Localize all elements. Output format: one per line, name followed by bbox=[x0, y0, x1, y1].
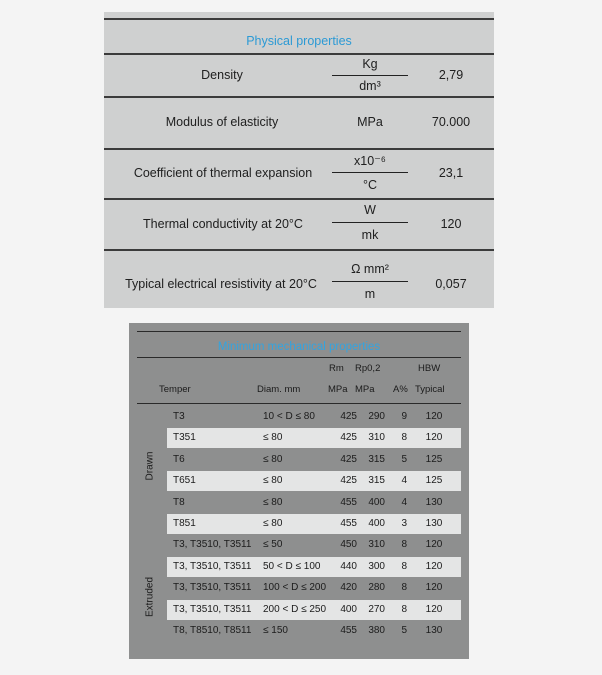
cell-hbw: 120 bbox=[425, 539, 443, 551]
group-label-drawn bbox=[143, 407, 157, 525]
unit-numerator: Ω mm² bbox=[351, 262, 389, 276]
cell-rm: 425 bbox=[340, 475, 357, 487]
property-row-thermal-conductivity bbox=[104, 200, 494, 248]
unit-numerator: x10⁻⁶ bbox=[354, 154, 386, 168]
property-value: 120 bbox=[440, 217, 462, 231]
cell-temper: T8 bbox=[173, 496, 185, 508]
cell-rp: 315 bbox=[368, 453, 385, 465]
unit-denominator: dm³ bbox=[359, 79, 381, 93]
cell-diam: ≤ 150 bbox=[263, 625, 288, 636]
cell-rm: 450 bbox=[340, 539, 357, 551]
fraction-bar bbox=[332, 75, 408, 76]
cell-temper: T3, T3510, T3511 bbox=[173, 603, 252, 615]
property-value: 2,79 bbox=[438, 68, 464, 82]
cell-rp: 400 bbox=[368, 496, 385, 508]
cell-a: 8 bbox=[401, 582, 407, 594]
cell-diam: ≤ 80 bbox=[263, 496, 283, 508]
cell-rp: 315 bbox=[368, 475, 385, 487]
mechanical-properties-title: Minimum mechanical properties bbox=[217, 341, 381, 353]
title-rule bbox=[137, 357, 461, 358]
cell-rm: 400 bbox=[340, 603, 357, 615]
cell-diam: ≤ 80 bbox=[263, 475, 283, 487]
cell-diam: 200 < D ≤ 250 bbox=[263, 603, 327, 615]
cell-diam: ≤ 50 bbox=[263, 539, 283, 551]
table-row bbox=[167, 471, 461, 491]
group-label-extruded-text: Extruded bbox=[144, 576, 156, 618]
cell-a: 4 bbox=[401, 496, 407, 508]
cell-diam: ≤ 80 bbox=[263, 453, 283, 465]
cell-rp: 380 bbox=[368, 625, 385, 636]
header-rm: Rm bbox=[329, 363, 344, 374]
table-row bbox=[167, 450, 461, 470]
cell-rp: 300 bbox=[368, 560, 385, 572]
cell-temper: T351 bbox=[173, 432, 196, 444]
fraction-bar bbox=[332, 222, 408, 223]
cell-a: 8 bbox=[401, 432, 407, 444]
cell-rm: 455 bbox=[340, 518, 357, 529]
table-row bbox=[167, 493, 461, 513]
property-value: 0,057 bbox=[435, 277, 467, 291]
cell-rm: 425 bbox=[340, 432, 357, 444]
table-row bbox=[167, 407, 461, 427]
table-row bbox=[167, 621, 461, 641]
cell-temper: T6 bbox=[173, 453, 185, 465]
table-row bbox=[167, 600, 461, 620]
top-rule bbox=[104, 18, 494, 20]
property-label: Thermal conductivity at 20°C bbox=[143, 217, 303, 231]
unit-numerator: Kg bbox=[362, 57, 378, 71]
cell-rp: 310 bbox=[368, 432, 385, 444]
physical-properties-title: Physical properties bbox=[246, 34, 352, 48]
header-elongation: A% bbox=[393, 384, 408, 395]
header-temper: Temper bbox=[159, 384, 191, 395]
cell-diam: ≤ 80 bbox=[263, 432, 283, 444]
fraction-bar bbox=[332, 281, 408, 282]
cell-rm: 455 bbox=[340, 625, 357, 636]
cell-diam: 10 < D ≤ 80 bbox=[263, 411, 315, 422]
cell-rp: 310 bbox=[368, 539, 385, 551]
group-label-drawn-text: Drawn bbox=[144, 451, 156, 481]
cell-rm: 455 bbox=[340, 496, 357, 508]
cell-rm: 440 bbox=[340, 560, 357, 572]
table-row bbox=[167, 557, 461, 577]
cell-a: 8 bbox=[401, 603, 407, 615]
cell-a: 5 bbox=[401, 625, 407, 636]
property-row-electrical-resistivity bbox=[104, 251, 494, 303]
cell-temper: T3 bbox=[173, 411, 185, 422]
group-label-extruded bbox=[143, 545, 157, 649]
cell-hbw: 120 bbox=[425, 603, 443, 615]
cell-rm: 425 bbox=[340, 453, 357, 465]
cell-temper: T3, T3510, T3511 bbox=[173, 539, 252, 551]
table-row bbox=[167, 514, 461, 534]
mechanical-properties-table bbox=[129, 323, 469, 659]
header-rule bbox=[137, 403, 461, 404]
cell-rm: 420 bbox=[340, 582, 357, 594]
fraction-bar bbox=[332, 172, 408, 173]
cell-a: 4 bbox=[401, 475, 407, 487]
cell-diam: 100 < D ≤ 200 bbox=[263, 582, 327, 594]
cell-a: 9 bbox=[401, 411, 407, 422]
header-rp02: Rp0,2 bbox=[355, 363, 381, 374]
cell-temper: T851 bbox=[173, 518, 196, 529]
cell-temper: T8, T8510, T8511 bbox=[173, 625, 252, 636]
header-rp-unit: MPa bbox=[355, 384, 375, 395]
property-label: Typical electrical resistivity at 20°C bbox=[125, 277, 317, 291]
cell-rm: 425 bbox=[340, 411, 357, 422]
cell-rp: 270 bbox=[368, 603, 385, 615]
table-row bbox=[167, 535, 461, 555]
property-label: Coefficient of thermal expansion bbox=[133, 166, 313, 180]
property-label: Modulus of elasticity bbox=[165, 115, 279, 129]
cell-hbw: 130 bbox=[425, 496, 443, 508]
cell-hbw: 125 bbox=[425, 475, 443, 487]
property-value: 23,1 bbox=[438, 166, 464, 180]
cell-a: 3 bbox=[401, 518, 407, 529]
cell-temper: T3, T3510, T3511 bbox=[173, 560, 252, 572]
cell-hbw: 120 bbox=[425, 582, 443, 594]
property-value: 70.000 bbox=[431, 115, 471, 129]
property-row-thermal-expansion bbox=[104, 150, 494, 198]
unit-denominator: °C bbox=[362, 178, 378, 192]
cell-hbw: 125 bbox=[425, 453, 443, 465]
cell-rp: 400 bbox=[368, 518, 385, 529]
header-typical: Typical bbox=[415, 384, 445, 395]
cell-diam: 50 < D ≤ 100 bbox=[263, 560, 321, 572]
top-rule bbox=[137, 331, 461, 332]
cell-a: 8 bbox=[401, 560, 407, 572]
header-rm-unit: MPa bbox=[328, 384, 348, 395]
cell-hbw: 120 bbox=[425, 432, 443, 444]
cell-rp: 290 bbox=[368, 411, 385, 422]
header-diam: Diam. mm bbox=[257, 384, 301, 395]
unit-numerator: W bbox=[364, 203, 376, 217]
unit-denominator: mk bbox=[361, 228, 379, 242]
cell-rp: 280 bbox=[368, 582, 385, 594]
unit-denominator: m bbox=[364, 287, 376, 301]
cell-temper: T651 bbox=[173, 475, 196, 487]
cell-hbw: 130 bbox=[425, 518, 443, 529]
cell-diam: ≤ 80 bbox=[263, 518, 283, 529]
table-row bbox=[167, 428, 461, 448]
cell-hbw: 120 bbox=[425, 411, 443, 422]
cell-a: 8 bbox=[401, 539, 407, 551]
property-row-density bbox=[104, 54, 494, 96]
header-hbw: HBW bbox=[418, 363, 441, 374]
physical-properties-table bbox=[104, 12, 494, 308]
cell-hbw: 120 bbox=[425, 560, 443, 572]
unit: MPa bbox=[357, 115, 383, 129]
cell-hbw: 130 bbox=[425, 625, 443, 636]
property-label: Density bbox=[201, 68, 243, 82]
property-row-modulus bbox=[104, 98, 494, 148]
cell-temper: T3, T3510, T3511 bbox=[173, 582, 252, 594]
cell-a: 5 bbox=[401, 453, 407, 465]
table-row bbox=[167, 578, 461, 598]
